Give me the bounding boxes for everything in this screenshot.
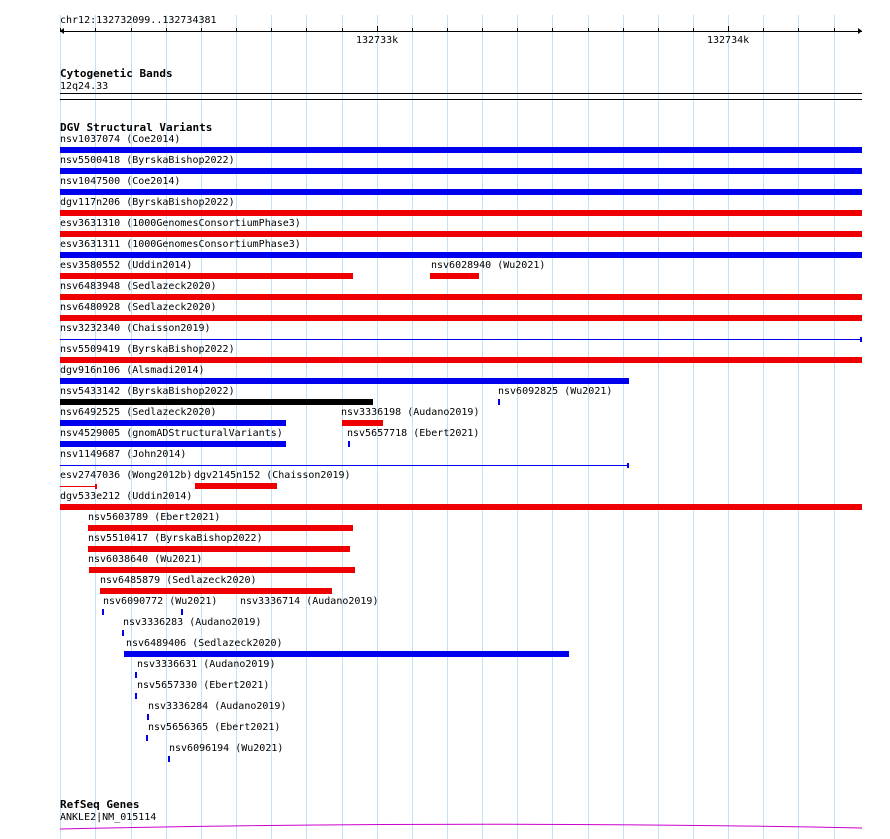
grid-line xyxy=(201,15,202,839)
dgv-feature-end-tick xyxy=(860,337,862,342)
dgv-feature-label[interactable]: nsv3336631 (Audano2019) xyxy=(137,659,276,670)
dgv-feature-glyph[interactable] xyxy=(146,735,148,741)
dgv-feature-end-tick xyxy=(95,484,97,489)
dgv-feature-label[interactable]: nsv6028940 (Wu2021) xyxy=(431,260,546,271)
refseq-gene-label[interactable]: ANKLE2|NM_015114 xyxy=(60,812,157,823)
dgv-feature-glyph[interactable] xyxy=(60,504,862,510)
ruler-tick-label: 132733k xyxy=(356,35,399,46)
dgv-feature-glyph[interactable] xyxy=(60,441,286,447)
grid-line xyxy=(763,15,764,839)
ruler-tick xyxy=(517,28,518,31)
ruler-tick xyxy=(728,26,729,31)
grid-line xyxy=(447,15,448,839)
dgv-feature-label[interactable]: dgv2145n152 (Chaisson2019) xyxy=(194,470,351,481)
ruler-tick xyxy=(201,28,202,31)
grid-line xyxy=(693,15,694,839)
dgv-feature-label[interactable]: nsv5500418 (ByrskaBishop2022) xyxy=(60,155,235,166)
dgv-feature-glyph[interactable] xyxy=(100,588,332,594)
cytoband-ideogram-bottom xyxy=(60,99,862,100)
dgv-feature-glyph[interactable] xyxy=(60,231,862,237)
dgv-feature-glyph[interactable] xyxy=(135,672,137,678)
grid-line xyxy=(623,15,624,839)
ruler-tick xyxy=(271,28,272,31)
dgv-feature-label[interactable]: nsv3232340 (Chaisson2019) xyxy=(60,323,211,334)
dgv-feature-glyph[interactable] xyxy=(498,399,500,405)
ruler-tick xyxy=(693,28,694,31)
dgv-feature-glyph[interactable] xyxy=(60,315,862,321)
dgv-feature-label[interactable]: dgv117n206 (ByrskaBishop2022) xyxy=(60,197,235,208)
dgv-feature-label[interactable]: nsv6480928 (Sedlazeck2020) xyxy=(60,302,217,313)
dgv-feature-glyph[interactable] xyxy=(122,630,124,636)
ruler-tick xyxy=(552,28,553,31)
ruler-tick xyxy=(95,28,96,31)
dgv-feature-label[interactable]: nsv1149687 (John2014) xyxy=(60,449,187,460)
ruler-tick xyxy=(834,28,835,31)
ruler-tick xyxy=(482,28,483,31)
dgv-feature-glyph[interactable] xyxy=(60,420,286,426)
dgv-feature-label[interactable]: nsv5509419 (ByrskaBishop2022) xyxy=(60,344,235,355)
dgv-feature-glyph[interactable] xyxy=(342,420,383,426)
dgv-feature-glyph[interactable] xyxy=(430,273,479,279)
ruler-tick xyxy=(236,28,237,31)
dgv-feature-glyph[interactable] xyxy=(60,294,862,300)
grid-line xyxy=(482,15,483,839)
dgv-feature-glyph[interactable] xyxy=(60,210,862,216)
dgv-feature-glyph[interactable] xyxy=(88,525,353,531)
dgv-feature-glyph[interactable] xyxy=(60,486,97,487)
ruler-tick xyxy=(166,28,167,31)
dgv-feature-glyph[interactable] xyxy=(60,357,862,363)
dgv-feature-glyph[interactable] xyxy=(60,147,862,153)
dgv-feature-label[interactable]: nsv5510417 (ByrskaBishop2022) xyxy=(88,533,263,544)
dgv-feature-glyph[interactable] xyxy=(60,252,862,258)
ruler-axis xyxy=(60,31,862,32)
dgv-feature-label[interactable]: nsv1037074 (Coe2014) xyxy=(60,134,181,145)
dgv-feature-glyph[interactable] xyxy=(60,273,353,279)
ruler-tick xyxy=(588,28,589,31)
cytoband-track-title: Cytogenetic Bands xyxy=(60,67,173,80)
grid-line xyxy=(271,15,272,839)
grid-line xyxy=(798,15,799,839)
refseq-track-title: RefSeq Genes xyxy=(60,798,140,811)
ruler-tick xyxy=(623,28,624,31)
grid-line xyxy=(588,15,589,839)
dgv-feature-label[interactable]: nsv6483948 (Sedlazeck2020) xyxy=(60,281,217,292)
dgv-feature-label[interactable]: nsv3336198 (Audano2019) xyxy=(341,407,480,418)
dgv-feature-glyph[interactable] xyxy=(60,168,862,174)
ruler-tick xyxy=(377,26,378,31)
dgv-feature-label[interactable]: nsv6492525 (Sedlazeck2020) xyxy=(60,407,217,418)
dgv-feature-glyph[interactable] xyxy=(60,399,373,405)
ruler-tick-label: 132734k xyxy=(707,35,750,46)
ruler-tick xyxy=(798,28,799,31)
grid-line xyxy=(306,15,307,839)
ruler-tick xyxy=(658,28,659,31)
dgv-feature-glyph[interactable] xyxy=(88,546,350,552)
ruler-tick xyxy=(131,28,132,31)
ruler-tick xyxy=(60,28,61,31)
grid-line xyxy=(377,15,378,839)
cytoband-label[interactable]: 12q24.33 xyxy=(60,81,109,92)
dgv-feature-label[interactable]: nsv5433142 (ByrskaBishop2022) xyxy=(60,386,235,397)
dgv-feature-label[interactable]: nsv5657330 (Ebert2021) xyxy=(137,680,270,691)
dgv-feature-label[interactable]: nsv6092825 (Wu2021) xyxy=(498,386,613,397)
dgv-feature-glyph[interactable] xyxy=(102,609,104,615)
ruler-right-arrow xyxy=(858,28,862,34)
dgv-feature-label[interactable]: nsv3336714 (Audano2019) xyxy=(240,596,379,607)
dgv-feature-label[interactable]: nsv1047500 (Coe2014) xyxy=(60,176,181,187)
grid-line xyxy=(834,15,835,839)
region-label: chr12:132732099..132734381 xyxy=(60,15,217,26)
dgv-track-title: DGV Structural Variants xyxy=(60,121,213,134)
dgv-feature-label[interactable]: nsv3336283 (Audano2019) xyxy=(123,617,262,628)
refseq-intron-line xyxy=(60,824,862,829)
dgv-feature-glyph[interactable] xyxy=(124,651,569,657)
dgv-feature-label[interactable]: nsv6485879 (Sedlazeck2020) xyxy=(100,575,257,586)
cytoband-ideogram-top xyxy=(60,93,862,94)
dgv-feature-glyph[interactable] xyxy=(181,609,183,615)
dgv-feature-glyph[interactable] xyxy=(195,483,277,489)
dgv-feature-label[interactable]: dgv916n106 (Alsmadi2014) xyxy=(60,365,205,376)
dgv-feature-label[interactable]: nsv5656365 (Ebert2021) xyxy=(148,722,281,733)
grid-line xyxy=(728,15,729,839)
dgv-feature-glyph[interactable] xyxy=(60,378,629,384)
ruler-tick xyxy=(763,28,764,31)
dgv-feature-glyph[interactable] xyxy=(348,441,350,447)
grid-line xyxy=(342,15,343,839)
dgv-feature-label[interactable]: nsv6038640 (Wu2021) xyxy=(88,554,203,565)
dgv-feature-glyph[interactable] xyxy=(89,567,355,573)
dgv-feature-label[interactable]: nsv3336284 (Audano2019) xyxy=(148,701,287,712)
grid-line xyxy=(658,15,659,839)
dgv-feature-glyph[interactable] xyxy=(147,714,149,720)
ruler-tick xyxy=(306,28,307,31)
ruler-tick xyxy=(342,28,343,31)
dgv-feature-glyph[interactable] xyxy=(60,465,629,466)
grid-line xyxy=(517,15,518,839)
refseq-gene-glyph[interactable] xyxy=(0,819,890,839)
dgv-feature-label[interactable]: nsv6489406 (Sedlazeck2020) xyxy=(126,638,283,649)
ruler-tick xyxy=(447,28,448,31)
dgv-feature-label[interactable]: esv3580552 (Uddin2014) xyxy=(60,260,193,271)
dgv-feature-label[interactable]: nsv5603789 (Ebert2021) xyxy=(88,512,221,523)
dgv-feature-glyph[interactable] xyxy=(135,693,137,699)
dgv-feature-label[interactable]: nsv6090772 (Wu2021) xyxy=(103,596,218,607)
dgv-feature-label[interactable]: nsv5657718 (Ebert2021) xyxy=(347,428,480,439)
ruler-tick xyxy=(412,28,413,31)
dgv-feature-label[interactable]: esv2747036 (Wong2012b) xyxy=(60,470,193,481)
dgv-feature-label[interactable]: esv3631310 (1000GenomesConsortiumPhase3) xyxy=(60,218,301,229)
dgv-feature-glyph[interactable] xyxy=(60,339,862,340)
dgv-feature-end-tick xyxy=(627,463,629,468)
grid-line xyxy=(412,15,413,839)
dgv-feature-glyph[interactable] xyxy=(60,189,862,195)
dgv-feature-glyph[interactable] xyxy=(168,756,170,762)
dgv-feature-label[interactable]: esv3631311 (1000GenomesConsortiumPhase3) xyxy=(60,239,301,250)
dgv-feature-label[interactable]: dgv533e212 (Uddin2014) xyxy=(60,491,193,502)
dgv-feature-label[interactable]: nsv6096194 (Wu2021) xyxy=(169,743,284,754)
grid-line xyxy=(552,15,553,839)
grid-line xyxy=(236,15,237,839)
dgv-feature-label[interactable]: nsv4529005 (gnomADStructuralVariants) xyxy=(60,428,283,439)
